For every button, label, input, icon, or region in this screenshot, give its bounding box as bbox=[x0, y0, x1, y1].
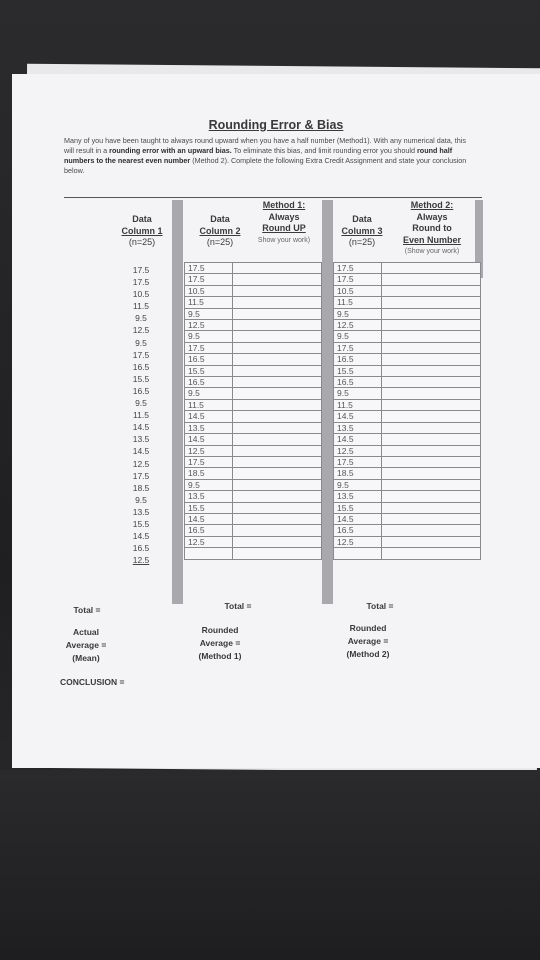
table-row bbox=[185, 445, 322, 456]
col1-value: 12.5 bbox=[132, 555, 150, 566]
table-row bbox=[185, 320, 322, 331]
col2-value: 10.5 bbox=[185, 285, 233, 296]
col3-blank-work-cell[interactable] bbox=[382, 548, 481, 559]
col3-value: 14.5 bbox=[334, 513, 382, 524]
actual-average-line1: Actual bbox=[73, 627, 99, 637]
col2-work-cell[interactable] bbox=[233, 479, 322, 490]
method2-header-line3: Round to bbox=[412, 223, 452, 233]
table-row bbox=[334, 422, 481, 433]
col3-value: 17.5 bbox=[334, 342, 382, 353]
col2-value: 9.5 bbox=[185, 308, 233, 319]
table-row bbox=[334, 525, 481, 536]
table-row bbox=[334, 331, 481, 342]
table-row bbox=[334, 456, 481, 467]
col3-value: 16.5 bbox=[334, 525, 382, 536]
col3-value: 11.5 bbox=[334, 399, 382, 410]
col2-work-cell[interactable] bbox=[233, 297, 322, 308]
table-row bbox=[334, 342, 481, 353]
actual-average-label bbox=[52, 626, 120, 665]
col2-work-cell[interactable] bbox=[233, 434, 322, 445]
col2-value: 18.5 bbox=[185, 468, 233, 479]
col3-value: 10.5 bbox=[334, 285, 382, 296]
total-label-col3: Total = bbox=[366, 601, 394, 611]
col1-value: 17.5 bbox=[132, 277, 150, 288]
page-title: Rounding Error & Bias bbox=[208, 118, 344, 132]
actual-average-line2: Average = bbox=[65, 640, 107, 650]
col2-value: 16.5 bbox=[185, 525, 233, 536]
col2-value: 17.5 bbox=[185, 263, 233, 274]
worksheet-page bbox=[12, 74, 540, 768]
table-row bbox=[334, 491, 481, 502]
col3-work-cell[interactable] bbox=[382, 456, 481, 467]
col3-work-cell[interactable] bbox=[382, 468, 481, 479]
col3-header-line3: (n=25) bbox=[348, 237, 376, 247]
table-row bbox=[334, 297, 481, 308]
col1-value: 9.5 bbox=[135, 313, 147, 324]
col3-work-cell[interactable] bbox=[382, 525, 481, 536]
conclusion-label: CONCLUSION = bbox=[60, 677, 125, 687]
col2-value: 9.5 bbox=[185, 388, 233, 399]
method2-header-line1: Method 2: bbox=[410, 200, 454, 210]
rounded2-line1: Rounded bbox=[349, 623, 387, 633]
col1-value: 13.5 bbox=[132, 506, 150, 517]
col2-value: 16.5 bbox=[185, 377, 233, 388]
col3-value: 15.5 bbox=[334, 365, 382, 376]
col2-value: 15.5 bbox=[185, 502, 233, 513]
col2-work-cell[interactable] bbox=[233, 502, 322, 513]
col3-work-cell[interactable] bbox=[382, 263, 481, 274]
col1-value: 12.5 bbox=[132, 458, 150, 469]
method1-table bbox=[184, 262, 322, 560]
col1-value: 11.5 bbox=[133, 301, 149, 312]
col3-value: 9.5 bbox=[334, 388, 382, 399]
method2-table bbox=[333, 262, 481, 560]
col3-header bbox=[334, 214, 390, 249]
col2-work-cell[interactable] bbox=[233, 331, 322, 342]
col2-value: 12.5 bbox=[185, 536, 233, 547]
table-row bbox=[334, 434, 481, 445]
col2-work-cell[interactable] bbox=[233, 354, 322, 365]
table-row bbox=[334, 285, 481, 296]
col3-value: 14.5 bbox=[334, 434, 382, 445]
table-row bbox=[185, 422, 322, 433]
col2-blank-work-cell[interactable] bbox=[233, 548, 322, 559]
col3-value: 9.5 bbox=[334, 331, 382, 342]
col3-work-cell[interactable] bbox=[382, 411, 481, 422]
col3-work-cell[interactable] bbox=[382, 445, 481, 456]
col2-work-cell[interactable] bbox=[233, 456, 322, 467]
divider-line bbox=[64, 197, 482, 198]
col2-work-cell[interactable] bbox=[233, 411, 322, 422]
col2-blank-cell bbox=[185, 548, 233, 559]
col3-work-cell[interactable] bbox=[382, 479, 481, 490]
col3-value: 18.5 bbox=[334, 468, 382, 479]
col3-work-cell[interactable] bbox=[382, 331, 481, 342]
intro-text-2: To eliminate this bias, and limit rounding error you should bbox=[231, 146, 417, 156]
table-row-blank bbox=[185, 548, 322, 559]
col3-work-cell[interactable] bbox=[382, 342, 481, 353]
col3-work-cell[interactable] bbox=[382, 502, 481, 513]
table-row bbox=[334, 411, 481, 422]
intro-text-3: (Method 2). Complete the following Extra Credit Assignment and state your conclusion below. bbox=[64, 156, 467, 176]
col1-value: 14.5 bbox=[132, 446, 150, 457]
table-row bbox=[185, 513, 322, 524]
col1-value: 18.5 bbox=[132, 482, 150, 493]
col2-value: 13.5 bbox=[185, 422, 233, 433]
table-row bbox=[334, 320, 481, 331]
total-label-col1: Total = bbox=[73, 605, 101, 615]
table-row bbox=[334, 445, 481, 456]
col2-value: 16.5 bbox=[185, 354, 233, 365]
col1-header bbox=[112, 214, 172, 249]
col2-value: 9.5 bbox=[185, 479, 233, 490]
col3-work-cell[interactable] bbox=[382, 434, 481, 445]
col3-value: 17.5 bbox=[334, 456, 382, 467]
col3-work-cell[interactable] bbox=[382, 320, 481, 331]
table-row bbox=[185, 274, 322, 285]
actual-average-line3: (Mean) bbox=[72, 653, 100, 663]
col2-value: 13.5 bbox=[185, 491, 233, 502]
col2-value: 14.5 bbox=[185, 513, 233, 524]
col1-value: 14.5 bbox=[132, 531, 150, 542]
col2-value: 17.5 bbox=[185, 342, 233, 353]
col1-value: 16.5 bbox=[132, 361, 150, 372]
table-row bbox=[185, 479, 322, 490]
table-row bbox=[334, 479, 481, 490]
intro-bold-1: rounding error with an upward bias. bbox=[109, 146, 232, 156]
col1-header-line2: Column 1 bbox=[121, 225, 163, 236]
rounded2-line2: Average = bbox=[347, 636, 389, 646]
table-row bbox=[334, 468, 481, 479]
col1-value: 10.5 bbox=[132, 289, 150, 300]
col2-work-cell[interactable] bbox=[233, 422, 322, 433]
col2-value: 17.5 bbox=[185, 456, 233, 467]
col2-header-line1: Data bbox=[210, 214, 230, 224]
method2-header-line5: (Show your work) bbox=[404, 248, 460, 255]
table-row bbox=[185, 365, 322, 376]
col2-work-cell[interactable] bbox=[233, 263, 322, 274]
col2-value: 9.5 bbox=[185, 331, 233, 342]
method1-header bbox=[248, 200, 320, 246]
rounded-average-method1-label bbox=[184, 624, 256, 663]
table-row bbox=[185, 536, 322, 547]
col1-value: 14.5 bbox=[132, 422, 150, 433]
col3-blank-cell bbox=[334, 548, 382, 559]
method2-header-line4: Even Number bbox=[402, 234, 462, 245]
method1-header-line3: Round UP bbox=[262, 223, 306, 233]
col2-value: 14.5 bbox=[185, 434, 233, 445]
col1-value: 12.5 bbox=[132, 325, 150, 336]
rounded-average-method2-label bbox=[332, 622, 404, 661]
table-row bbox=[185, 297, 322, 308]
col2-work-cell[interactable] bbox=[233, 388, 322, 399]
table-row bbox=[185, 331, 322, 342]
table-row bbox=[334, 399, 481, 410]
col3-work-cell[interactable] bbox=[382, 285, 481, 296]
intro-paragraph bbox=[64, 136, 474, 176]
col1-value: 15.5 bbox=[132, 518, 150, 529]
col2-value: 12.5 bbox=[185, 445, 233, 456]
table-row bbox=[334, 388, 481, 399]
table-row bbox=[185, 377, 322, 388]
col2-value: 12.5 bbox=[185, 320, 233, 331]
rounded1-line1: Rounded bbox=[201, 625, 239, 635]
col3-value: 12.5 bbox=[334, 445, 382, 456]
col1-value: 16.5 bbox=[132, 543, 150, 554]
col3-value: 13.5 bbox=[334, 422, 382, 433]
table-row bbox=[185, 388, 322, 399]
col1-value: 9.5 bbox=[135, 494, 147, 505]
col3-value: 9.5 bbox=[334, 308, 382, 319]
rounded2-line3: (Method 2) bbox=[346, 649, 390, 659]
col2-work-cell[interactable] bbox=[233, 285, 322, 296]
col2-value: 14.5 bbox=[185, 411, 233, 422]
table-row bbox=[185, 263, 322, 274]
table-row bbox=[185, 502, 322, 513]
method1-header-line4: Show your work) bbox=[257, 236, 311, 244]
table-row bbox=[334, 513, 481, 524]
method2-header-line2: Always bbox=[416, 211, 448, 222]
rounded1-line3: (Method 1) bbox=[198, 651, 242, 661]
table-row bbox=[334, 365, 481, 376]
col3-work-cell[interactable] bbox=[382, 354, 481, 365]
col2-work-cell[interactable] bbox=[233, 377, 322, 388]
table-row bbox=[185, 491, 322, 502]
col2-value: 11.5 bbox=[185, 297, 233, 308]
col3-header-line2: Column 3 bbox=[341, 225, 383, 236]
col3-value: 12.5 bbox=[334, 320, 382, 331]
table-row bbox=[185, 468, 322, 479]
table-row bbox=[334, 536, 481, 547]
col1-header-line3: (n=25) bbox=[128, 237, 156, 247]
method2-header bbox=[392, 200, 472, 258]
col3-value: 11.5 bbox=[334, 297, 382, 308]
col2-work-cell[interactable] bbox=[233, 445, 322, 456]
col3-value: 12.5 bbox=[334, 536, 382, 547]
desk-surface bbox=[0, 770, 540, 960]
col3-work-cell[interactable] bbox=[382, 399, 481, 410]
col2-value: 15.5 bbox=[185, 365, 233, 376]
col2-work-cell[interactable] bbox=[233, 513, 322, 524]
table-row bbox=[185, 308, 322, 319]
col1-value: 17.5 bbox=[132, 470, 150, 481]
col2-header-line3: (n=25) bbox=[206, 237, 234, 247]
col3-header-line1: Data bbox=[352, 214, 372, 224]
col3-work-cell[interactable] bbox=[382, 274, 481, 285]
table-row bbox=[334, 377, 481, 388]
table-row bbox=[334, 308, 481, 319]
col2-work-cell[interactable] bbox=[233, 525, 322, 536]
col3-work-cell[interactable] bbox=[382, 297, 481, 308]
col2-header-line2: Column 2 bbox=[199, 225, 241, 236]
col2-value: 17.5 bbox=[185, 274, 233, 285]
rounded1-line2: Average = bbox=[199, 638, 241, 648]
col1-value: 17.5 bbox=[132, 349, 150, 360]
separator-bar-middle bbox=[322, 200, 333, 604]
col3-work-cell[interactable] bbox=[382, 513, 481, 524]
table-row bbox=[185, 399, 322, 410]
col3-work-cell[interactable] bbox=[382, 308, 481, 319]
method1-header-line2: Always bbox=[268, 211, 300, 222]
table-row bbox=[334, 263, 481, 274]
table-row bbox=[185, 434, 322, 445]
col2-work-cell[interactable] bbox=[233, 320, 322, 331]
col3-work-cell[interactable] bbox=[382, 388, 481, 399]
col3-work-cell[interactable] bbox=[382, 377, 481, 388]
col3-value: 17.5 bbox=[334, 274, 382, 285]
table-row bbox=[185, 456, 322, 467]
table-row bbox=[185, 342, 322, 353]
col1-value: 9.5 bbox=[135, 337, 147, 348]
table-row bbox=[185, 411, 322, 422]
col2-work-cell[interactable] bbox=[233, 491, 322, 502]
col2-work-cell[interactable] bbox=[233, 536, 322, 547]
col2-work-cell[interactable] bbox=[233, 399, 322, 410]
col3-work-cell[interactable] bbox=[382, 422, 481, 433]
table-row bbox=[185, 354, 322, 365]
intro-bold-2: round half numbers to the nearest even number bbox=[64, 146, 453, 166]
col3-value: 16.5 bbox=[334, 377, 382, 388]
col3-value: 9.5 bbox=[334, 479, 382, 490]
col1-values bbox=[116, 264, 166, 566]
col1-value: 15.5 bbox=[132, 373, 150, 384]
col2-work-cell[interactable] bbox=[233, 365, 322, 376]
col2-work-cell[interactable] bbox=[233, 342, 322, 353]
table-row bbox=[185, 285, 322, 296]
total-label-col2: Total = bbox=[224, 601, 252, 611]
col1-value: 17.5 bbox=[132, 265, 150, 275]
col2-work-cell[interactable] bbox=[233, 468, 322, 479]
col3-work-cell[interactable] bbox=[382, 491, 481, 502]
col3-value: 17.5 bbox=[334, 263, 382, 274]
col3-work-cell[interactable] bbox=[382, 536, 481, 547]
col1-value: 13.5 bbox=[132, 434, 150, 445]
col3-value: 16.5 bbox=[334, 354, 382, 365]
method1-header-line1: Method 1: bbox=[262, 200, 306, 210]
table-row bbox=[334, 274, 481, 285]
col1-value: 9.5 bbox=[135, 398, 147, 409]
col2-work-cell[interactable] bbox=[233, 308, 322, 319]
col2-work-cell[interactable] bbox=[233, 274, 322, 285]
table-row bbox=[334, 502, 481, 513]
col1-header-line1: Data bbox=[132, 214, 152, 224]
col2-header bbox=[190, 214, 250, 249]
col3-work-cell[interactable] bbox=[382, 365, 481, 376]
col1-value: 16.5 bbox=[132, 385, 150, 396]
intro-text-1: Many of you have been taught to always round upward when you have a half number (Method1). With any numerical data, this will result in a bbox=[64, 136, 466, 156]
col1-value: 11.5 bbox=[133, 410, 149, 421]
col3-value: 15.5 bbox=[334, 502, 382, 513]
table-row bbox=[334, 354, 481, 365]
col3-value: 14.5 bbox=[334, 411, 382, 422]
col2-value: 11.5 bbox=[185, 399, 233, 410]
table-row-blank bbox=[334, 548, 481, 559]
table-row bbox=[185, 525, 322, 536]
col3-value: 13.5 bbox=[334, 491, 382, 502]
separator-bar-left bbox=[172, 200, 183, 604]
